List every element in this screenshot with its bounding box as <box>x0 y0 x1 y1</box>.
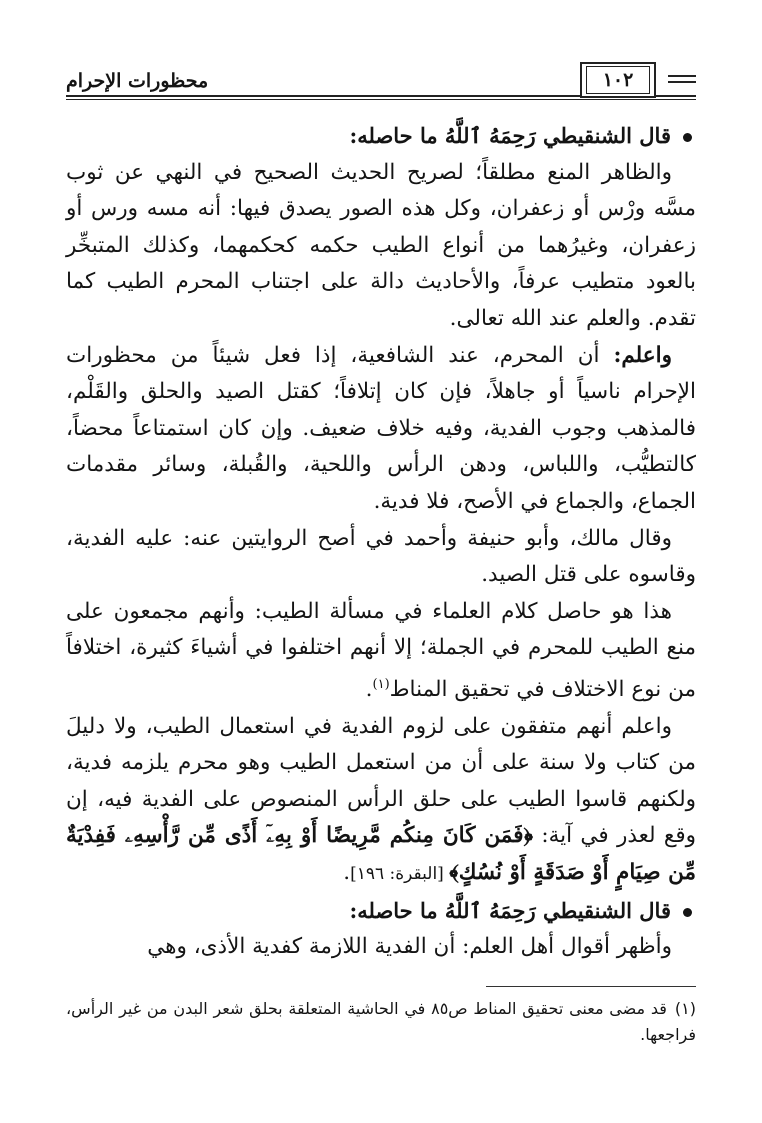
page-number: ١٠٢ <box>586 66 650 94</box>
paragraph-5: واعلم أنهم متفقون على لزوم الفدية في استعمال الطيب، ولا دليلَ من كتاب ولا سنة على أن من استعمل الطيب وهو محرم يلزمه فدية، ولكنهم قاسوا الطيب على حلق الرأس المنصوص على الفدية فيه، إن وقع لعذر في آية: ﴿فَمَن كَانَ مِنكُم مَّرِيضًا أَوْ بِهِۦٓ أَذًى مِّن رَّأْسِهِۦ فَفِدْيَةٌ مِّن صِيَامٍ أَوْ صَدَقَةٍ أَوْ نُسُكٍ﴾ [البقرة: ١٩٦]. <box>66 713 696 886</box>
section-heading-2: قال الشنقيطي رَحِمَهُ ٱللَّهُ ما حاصله: <box>66 893 692 930</box>
bullet-icon <box>683 908 692 917</box>
paragraph-3: وقال مالك، وأبو حنيفة وأحمد في أصح الروايتين عنه: عليه الفدية، وقاسوه على قتل الصيد. <box>66 525 696 588</box>
footnote-reference[interactable]: (١) <box>372 676 390 692</box>
paragraph-lead: واعلم: <box>613 342 672 368</box>
running-title: محظورات الإحرام <box>66 70 209 92</box>
footnote-separator <box>486 986 696 987</box>
paragraph-4: هذا هو حاصل كلام العلماء في مسألة الطيب: وأنهم مجمعون على منع الطيب للمحرم في الجملة؛ إلا أنهم اختلفوا في أشياءَ كثيرة، اختلافاً من نوع الاختلاف في تحقيق المناط$^{(١)}$. <box>66 598 696 703</box>
header-ornament-line <box>668 75 696 77</box>
bullet-icon <box>683 133 692 142</box>
paragraph-2: واعلم: أن المحرم، عند الشافعية، إذا فعل شيئاً من محظورات الإحرام ناسياً أو جاهلاً، فإن كان إتلافاً؛ كقتل الصيد والحلق والقَلْم، فالمذهب وجوب الفدية، وفيه خلاف ضعيف. وإن كان استمتاعاً محضاً، كالتطيُّب، واللباس، ودهن الرأس واللحية، والقُبلة، وسائر مقدمات الجماع، والجماع في الأصح، فلا فدية. <box>66 342 696 514</box>
footnote-text: قد مضى معنى تحقيق المناط ص٨٥ في الحاشية المتعلقة بحلق شعر البدن من غير الرأس، فراجعها. <box>66 999 696 1044</box>
footnote-number: (١) <box>674 999 696 1018</box>
verse-reference: [البقرة: ١٩٦] <box>350 864 450 885</box>
page-number-frame <box>580 62 656 98</box>
paragraph-6: وأظهر أقوال أهل العلم: أن الفدية اللازمة كفدية الأذى، وهي <box>147 934 672 960</box>
section-heading: قال الشنقيطي رَحِمَهُ ٱللَّهُ ما حاصله: <box>66 118 692 155</box>
header-rule-thin <box>66 99 696 100</box>
page-header <box>66 62 696 102</box>
footnote <box>66 996 696 1048</box>
main-text <box>66 118 696 966</box>
quran-verse: ﴿فَمَن كَانَ مِنكُم مَّرِيضًا أَوْ بِهِۦٓ أَذًى مِّن رَّأْسِهِۦ فَفِدْيَةٌ مِّن صِيَامٍ أَوْ صَدَقَةٍ أَوْ نُسُكٍ﴾ <box>66 823 696 886</box>
header-ornament-line-2 <box>668 81 696 83</box>
paragraph-1: والظاهر المنع مطلقاً؛ لصريح الحديث الصحيح في النهي عن ثوب مسَّه ورْس أو زعفران، وكل هذه الصور يصدق فيها: أنه مسه ورس أو زعفران، وغيرُهما من أنواع الطيب حكمه كحكمهما، وكذلك المتبخِّر بالعود متطيب عرفاً، والأحاديث دالة على اجتناب المحرم الطيب كما تقدم. والعلم عند الله تعالى. <box>66 159 696 331</box>
